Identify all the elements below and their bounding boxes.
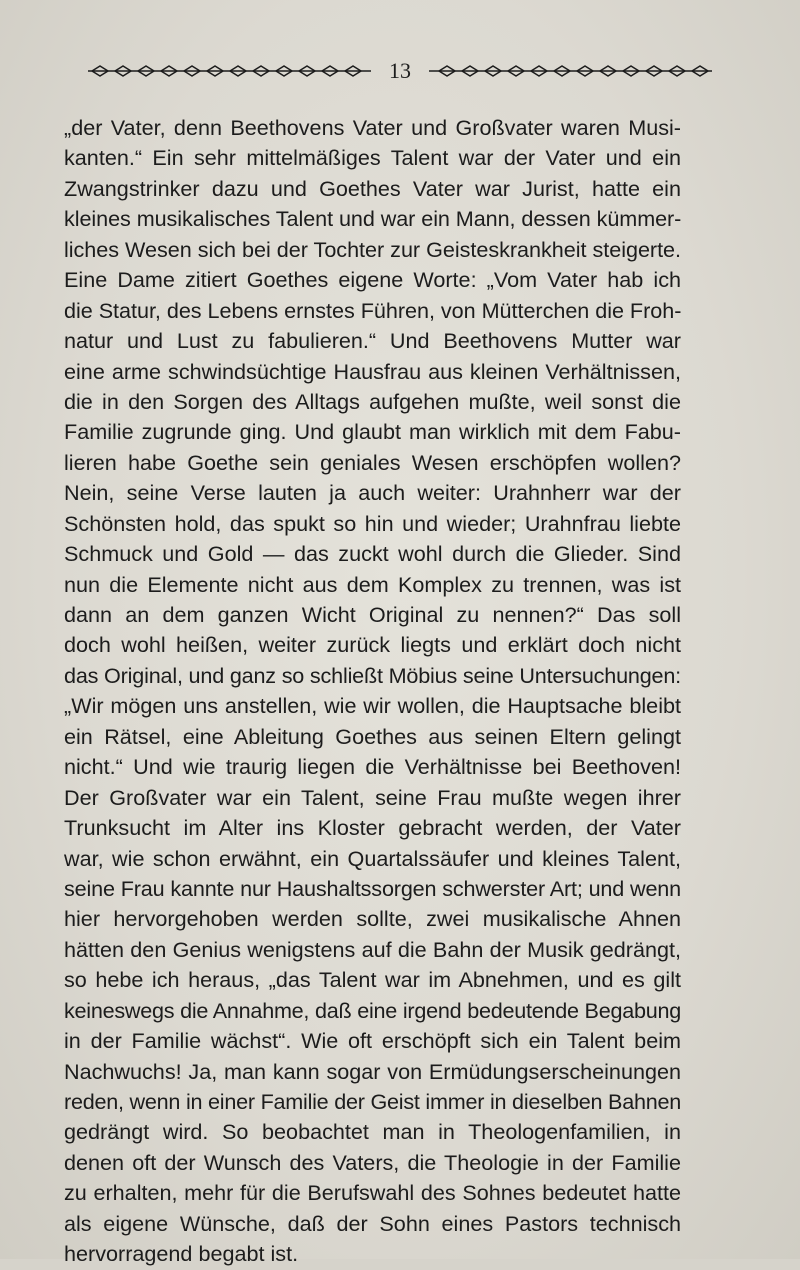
text-line: Nein, seine Verse lauten ja auch weiter: Urahnherr war der — [64, 480, 681, 506]
body-text — [64, 113, 681, 1270]
text-line: hier hervorgehoben werden sollte, zwei musikalische Ahnen — [64, 906, 681, 932]
text-line: reden, wenn in einer Familie der Geist immer in dieselben Bahnen — [64, 1089, 681, 1114]
text-line: Trunksucht im Alter ins Kloster gebracht werden, der Vater — [64, 815, 681, 841]
text-line: keineswegs die Annahme, daß eine irgend bedeutende Begabung — [64, 997, 681, 1023]
text-line: doch wohl heißen, weiter zurück liegts und erklärt doch nicht — [64, 632, 681, 658]
text-line: kanten.“ Ein sehr mittelmäßiges Talent war der Vater und ein — [64, 145, 681, 171]
text-line: kleines musikalisches Talent und war ein Mann, dessen kümmer- — [64, 206, 682, 232]
text-line: Schmuck und Gold — das zuckt wohl durch die Glieder. Sind — [64, 541, 681, 567]
text-line: in der Familie wächst“. Wie oft erschöpft sich ein Talent beim — [64, 1028, 681, 1054]
text-line: lieren habe Goethe sein geniales Wesen erschöpfen wollen? — [64, 449, 681, 475]
text-line: „der Vater, denn Beethovens Vater und Großvater waren Musi- — [64, 115, 681, 140]
text-line: „Wir mögen uns anstellen, wie wir wollen, die Hauptsache bleibt — [64, 693, 681, 719]
text-line: seine Frau kannte nur Haushaltssorgen schwerster Art; und wenn — [64, 875, 681, 901]
text-line: die Statur, des Lebens ernstes Führen, von Mütterchen die Froh- — [64, 297, 682, 323]
text-line: hätten den Genius wenigstens auf die Bahn der Musik gedrängt, — [64, 936, 681, 962]
text-line: zu erhalten, mehr für die Berufswahl des Sohnes bedeutet hatte — [64, 1180, 681, 1206]
text-line: Eine Dame zitiert Goethes eigene Worte: „Vom Vater hab ich — [64, 267, 681, 293]
text-line: natur und Lust zu fabulieren.“ Und Beethovens Mutter war — [64, 328, 681, 354]
text-line: Der Großvater war ein Talent, seine Frau mußte wegen ihrer — [64, 784, 681, 810]
text-line: als eigene Wünsche, daß der Sohn eines Pastors technisch — [64, 1210, 681, 1236]
text-line: war, wie schon erwähnt, ein Quartalssäufer und kleines Talent, — [64, 845, 681, 871]
text-line: liches Wesen sich bei der Tochter zur Geisteskrankheit steigerte. — [64, 236, 681, 262]
text-line: denen oft der Wunsch des Vaters, die Theologie in der Familie — [64, 1149, 681, 1175]
page-header — [60, 56, 740, 86]
page-number: 13 — [389, 58, 411, 83]
text-line: eine arme schwindsüchtige Hausfrau aus kleinen Verhältnissen, — [64, 358, 681, 384]
text-line: die in den Sorgen des Alltags aufgehen mußte, weil sonst die — [64, 388, 681, 414]
ornament-right-icon — [429, 64, 712, 78]
text-line-last: hervorragend begabt ist. — [64, 1241, 299, 1267]
text-line: Familie zugrunde ging. Und glaubt man wirklich mit dem Fabu- — [64, 419, 681, 445]
text-line: Zwangstrinker dazu und Goethes Vater war Jurist, hatte ein — [64, 175, 681, 201]
text-line: so hebe ich heraus, „das Talent war im Abnehmen, und es gilt — [64, 967, 681, 993]
text-line: gedrängt wird. So beobachtet man in Theologenfamilien, in — [64, 1119, 681, 1145]
ornament-left-icon — [88, 64, 371, 78]
text-line: das Original, und ganz so schließt Möbius seine Untersuchungen: — [64, 662, 681, 688]
text-line: ein Rätsel, eine Ableitung Goethes aus seinen Eltern gelingt — [64, 723, 681, 749]
text-line: Nachwuchs! Ja, man kann sogar von Ermüdungserscheinungen — [64, 1058, 681, 1084]
text-line: nun die Elemente nicht aus dem Komplex zu trennen, was ist — [64, 571, 681, 597]
text-line: Schönsten hold, das spukt so hin und wieder; Urahnfrau liebte — [64, 510, 681, 536]
text-line: dann an dem ganzen Wicht Original zu nennen?“ Das soll — [64, 602, 681, 627]
text-line: nicht.“ Und wie traurig liegen die Verhältnisse bei Beethoven! — [64, 754, 681, 780]
